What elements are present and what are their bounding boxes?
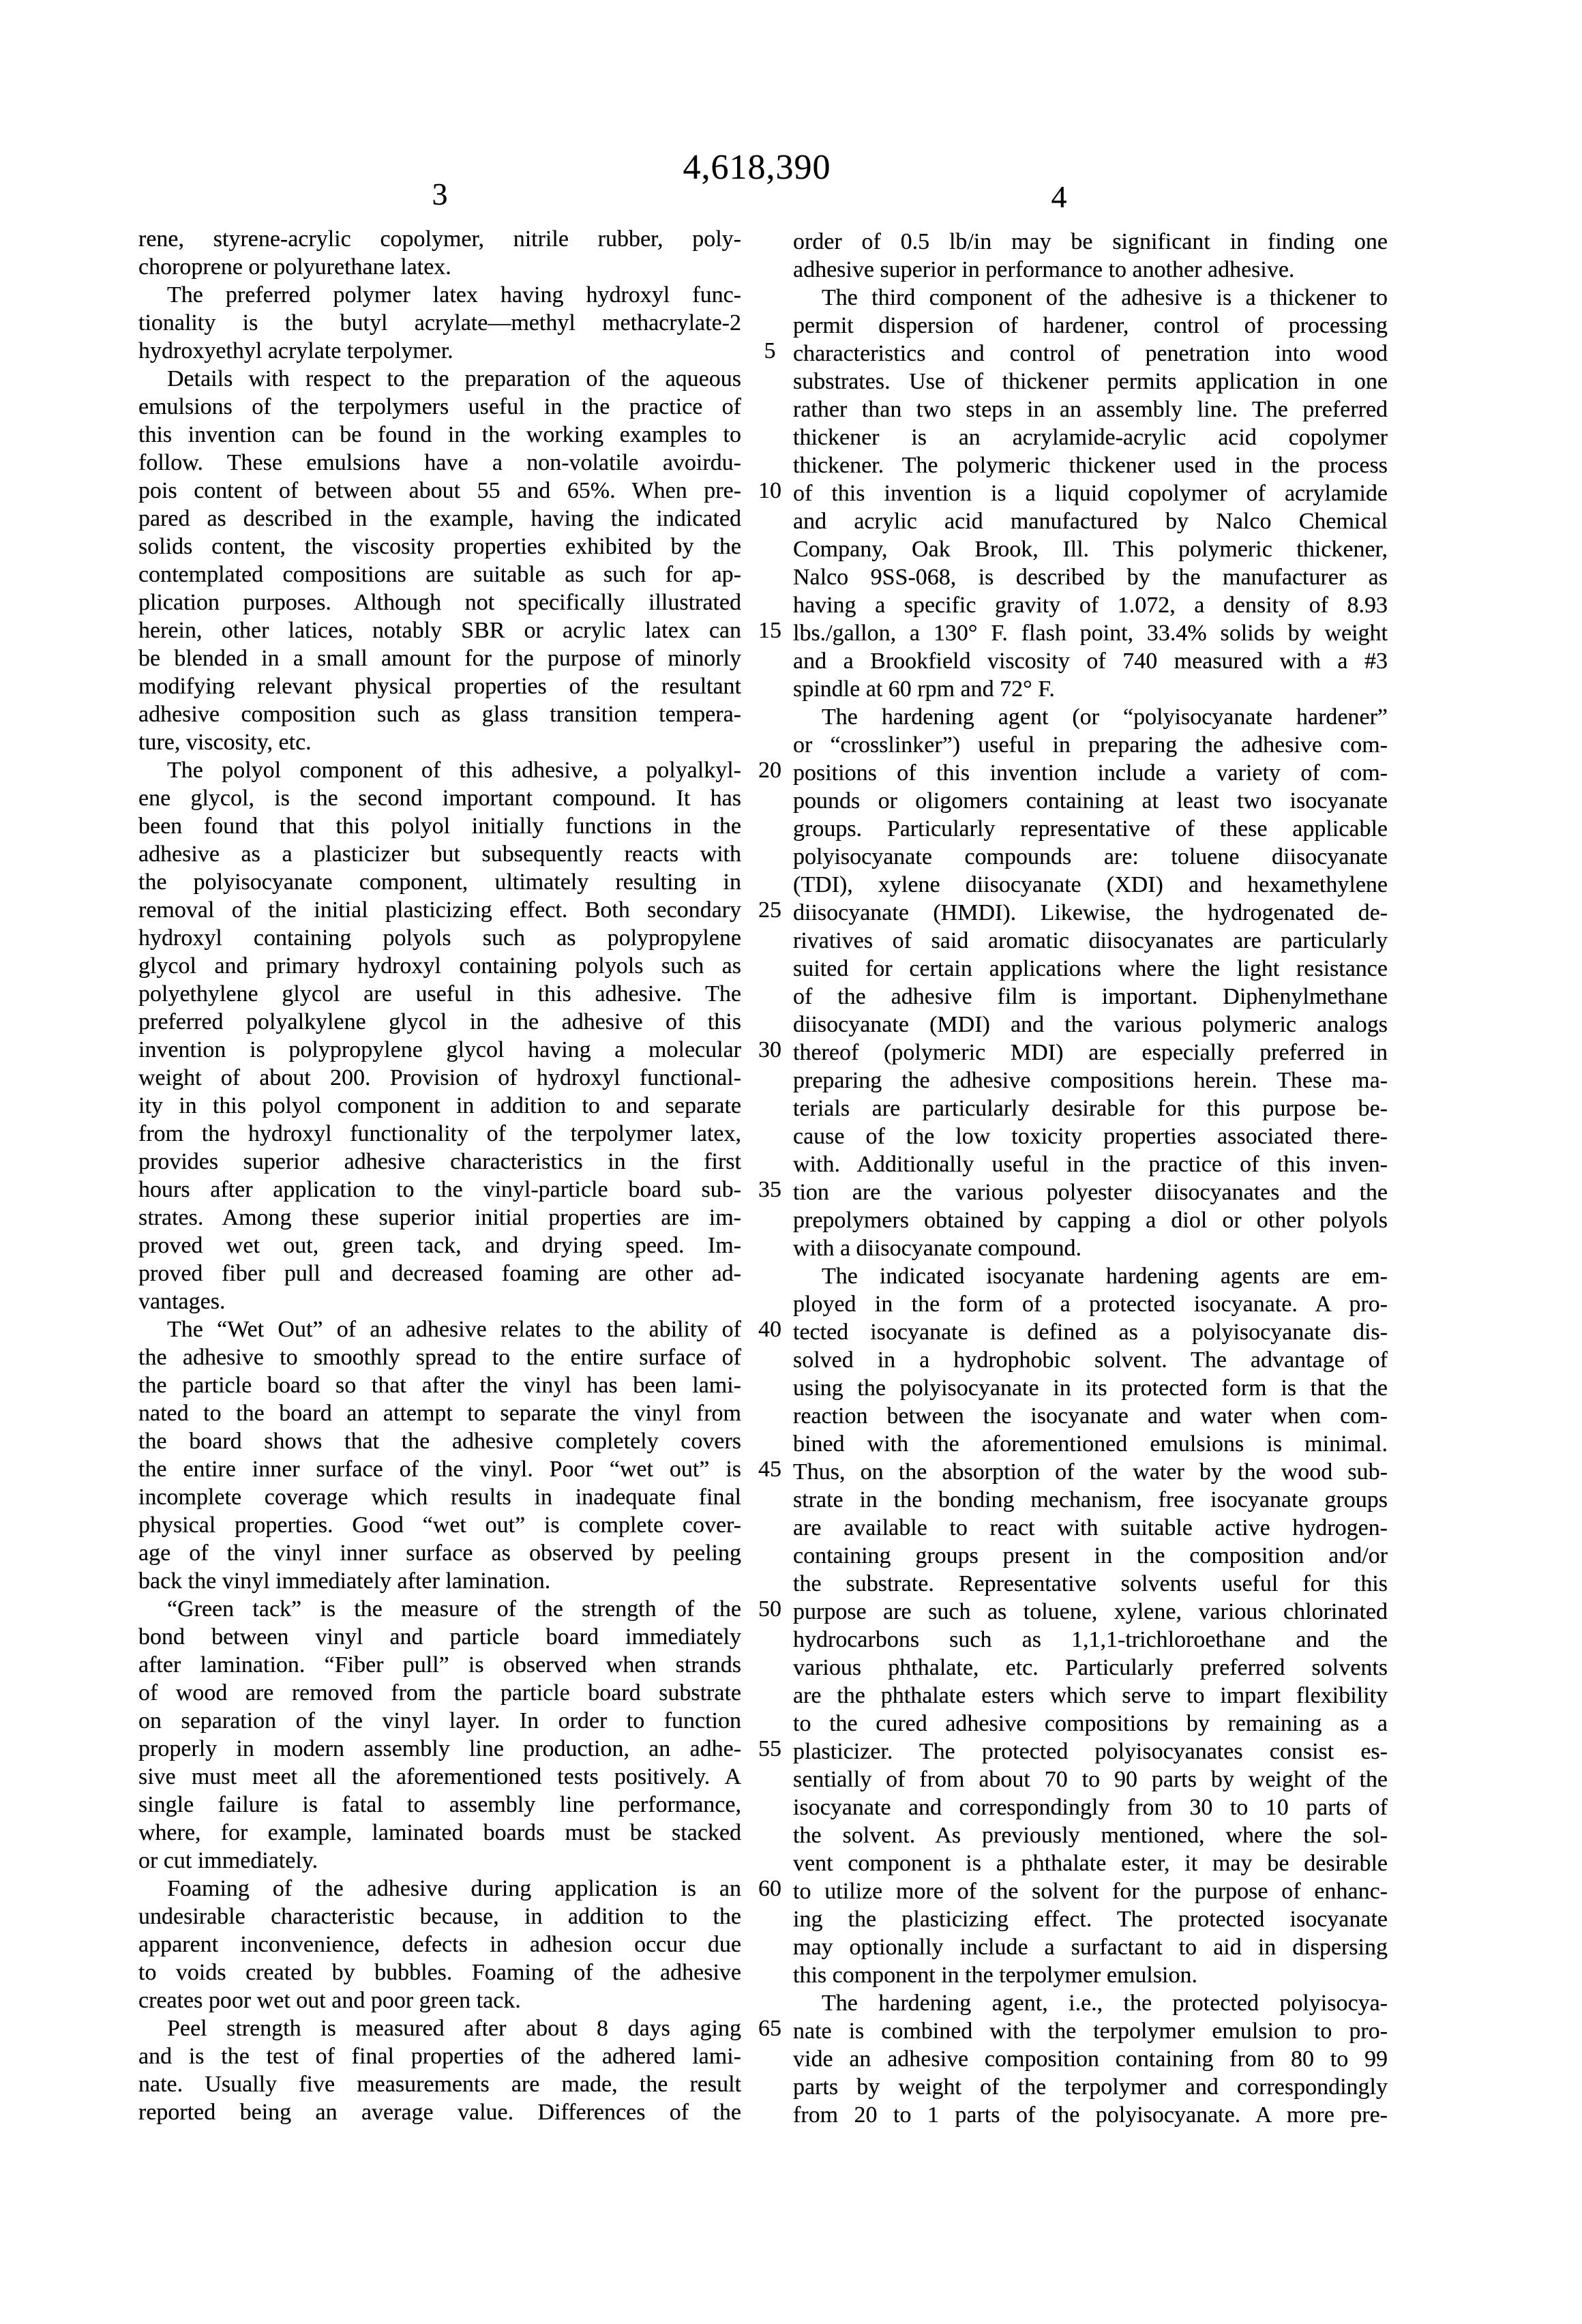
- text-line: weight of about 200. Provision of hydroxyl functional-: [138, 1065, 741, 1090]
- text-line: Company, Oak Brook, Ill. This polymeric thickener,: [793, 537, 1388, 562]
- line-number: 65: [758, 2016, 781, 2041]
- text-line: The “Wet Out” of an adhesive relates to the ability of: [167, 1317, 741, 1342]
- line-number: 20: [758, 758, 781, 783]
- text-line: after lamination. “Fiber pull” is observed when strands: [138, 1652, 741, 1678]
- text-line: proved wet out, green tack, and drying speed. Im-: [138, 1233, 741, 1258]
- text-line: on separation of the vinyl layer. In order to function: [138, 1708, 741, 1733]
- text-line: ity in this polyol component in addition to and separate: [138, 1093, 741, 1118]
- text-line: characteristics and control of penetration into wood: [793, 341, 1388, 366]
- text-line: The polyol component of this adhesive, a polyalkyl-: [167, 758, 741, 783]
- text-line: invention is polypropylene glycol having a molecular: [138, 1037, 741, 1062]
- text-line: nated to the board an attempt to separate the vinyl from: [138, 1401, 741, 1426]
- text-line: of wood are removed from the particle board substrate: [138, 1680, 741, 1705]
- text-line: reported being an average value. Differences of the: [138, 2100, 741, 2125]
- text-line: pois content of between about 55 and 65%. When pre-: [138, 478, 741, 503]
- text-line: glycol and primary hydroxyl containing polyols such as: [138, 953, 741, 979]
- text-line: pared as described in the example, having the indicated: [138, 506, 741, 531]
- text-line: preparing the adhesive compositions herein. These ma-: [793, 1068, 1388, 1093]
- text-line: choroprene or polyurethane latex.: [138, 254, 451, 280]
- text-line: from 20 to 1 parts of the polyisocyanate. A more pre-: [793, 2102, 1388, 2128]
- text-line: are the phthalate esters which serve to impart flexibility: [793, 1683, 1388, 1708]
- text-line: from the hydroxyl functionality of the terpolymer latex,: [138, 1121, 741, 1146]
- text-line: follow. These emulsions have a non-volatile avoirdu-: [138, 450, 741, 475]
- line-number: 25: [758, 897, 781, 923]
- text-line: pounds or oligomers containing at least two isocyanate: [793, 788, 1388, 814]
- line-number: 30: [758, 1037, 781, 1062]
- text-line: with a diisocyanate compound.: [793, 1236, 1082, 1261]
- text-line: The indicated isocyanate hardening agents are em-: [822, 1264, 1388, 1289]
- text-line: solids content, the viscosity properties exhibited by the: [138, 534, 741, 559]
- text-line: plication purposes. Although not specifically illustrated: [138, 590, 741, 615]
- text-line: the substrate. Representative solvents useful for this: [793, 1571, 1388, 1596]
- text-line: nate is combined with the terpolymer emulsion to pro-: [793, 2018, 1388, 2044]
- text-line: sentially of from about 70 to 90 parts by weight of the: [793, 1767, 1388, 1792]
- text-line: terials are particularly desirable for this purpose be-: [793, 1096, 1388, 1121]
- text-line: hydrocarbons such as 1,1,1-trichloroethane and the: [793, 1627, 1388, 1652]
- text-line: herein, other latices, notably SBR or acrylic latex can: [138, 618, 741, 643]
- text-line: prepolymers obtained by capping a diol or other polyols: [793, 1208, 1388, 1233]
- text-line: the solvent. As previously mentioned, where the sol-: [793, 1823, 1388, 1848]
- text-line: modifying relevant physical properties of the resultant: [138, 674, 741, 699]
- text-line: vantages.: [138, 1289, 226, 1314]
- line-number: 15: [758, 618, 781, 643]
- text-line: or “crosslinker”) useful in preparing the adhesive com-: [793, 732, 1388, 758]
- text-line: the particle board so that after the vinyl has been lami-: [138, 1373, 741, 1398]
- line-number-gutter: [746, 225, 794, 2134]
- text-line: the adhesive to smoothly spread to the entire surface of: [138, 1345, 741, 1370]
- line-number: 50: [758, 1596, 781, 1622]
- text-line: this invention can be found in the working examples to: [138, 422, 741, 447]
- text-line: “Green tack” is the measure of the strength of the: [167, 1596, 741, 1622]
- patent-number: 4,618,390: [683, 148, 831, 187]
- text-line: apparent inconvenience, defects in adhesion occur due: [138, 1932, 741, 1957]
- text-line: properly in modern assembly line production, an adhe-: [138, 1736, 741, 1761]
- text-line: Foaming of the adhesive during application is an: [167, 1876, 741, 1901]
- text-line: having a specific gravity of 1.072, a density of 8.93: [793, 593, 1388, 618]
- text-line: emulsions of the terpolymers useful in the practice of: [138, 394, 741, 419]
- line-number: 45: [758, 1457, 781, 1482]
- text-line: thickener. The polymeric thickener used in the process: [793, 453, 1388, 478]
- right-text-column: [793, 228, 1388, 2129]
- text-line: diisocyanate (HMDI). Likewise, the hydrogenated de-: [793, 900, 1388, 925]
- text-line: ture, viscosity, etc.: [138, 730, 312, 755]
- text-line: single failure is fatal to assembly line performance,: [138, 1792, 741, 1817]
- text-line: tion are the various polyester diisocyanates and the: [793, 1180, 1388, 1205]
- text-line: adhesive superior in performance to another adhesive.: [793, 257, 1295, 282]
- text-line: various phthalate, etc. Particularly preferred solvents: [793, 1655, 1388, 1680]
- text-line: hours after application to the vinyl-particle board sub-: [138, 1177, 741, 1202]
- text-line: Details with respect to the preparation of the aqueous: [167, 366, 741, 391]
- text-line: using the polyisocyanate in its protected form is that the: [793, 1375, 1388, 1401]
- text-line: permit dispersion of hardener, control of processing: [793, 313, 1388, 338]
- text-line: isocyanate and correspondingly from 30 to 10 parts of: [793, 1795, 1388, 1820]
- text-line: to utilize more of the solvent for the purpose of enhanc-: [793, 1879, 1388, 1904]
- text-line: be blended in a small amount for the purpose of minorly: [138, 646, 741, 671]
- text-line: The preferred polymer latex having hydroxyl func-: [167, 282, 741, 308]
- text-line: rene, styrene-acrylic copolymer, nitrile rubber, poly-: [138, 226, 741, 252]
- text-line: Nalco 9SS-068, is described by the manufacturer as: [793, 565, 1388, 590]
- text-line: rivatives of said aromatic diisocyanates are particularly: [793, 928, 1388, 953]
- text-line: bond between vinyl and particle board immediately: [138, 1624, 741, 1650]
- text-line: proved fiber pull and decreased foaming are other ad-: [138, 1261, 741, 1286]
- text-line: contemplated compositions are suitable as such for ap-: [138, 562, 741, 587]
- text-line: ing the plasticizing effect. The protected isocyanate: [793, 1907, 1388, 1932]
- line-number: 10: [758, 478, 781, 503]
- text-line: plasticizer. The protected polyisocyanates consist es-: [793, 1739, 1388, 1764]
- column-number-left: 3: [432, 177, 448, 211]
- text-line: polyisocyanate compounds are: toluene diisocyanate: [793, 844, 1388, 869]
- text-line: (TDI), xylene diisocyanate (XDI) and hexamethylene: [793, 872, 1388, 897]
- text-line: of this invention is a liquid copolymer of acrylamide: [793, 481, 1388, 506]
- text-line: strates. Among these superior initial properties are im-: [138, 1205, 741, 1230]
- text-line: bined with the aforementioned emulsions is minimal.: [793, 1431, 1388, 1457]
- text-line: The hardening agent (or “polyisocyanate hardener”: [822, 704, 1388, 730]
- text-line: nate. Usually five measurements are made, the result: [138, 2072, 741, 2097]
- text-line: to voids created by bubbles. Foaming of the adhesive: [138, 1960, 741, 1985]
- line-number: 5: [764, 338, 776, 363]
- text-line: The third component of the adhesive is a thickener to: [822, 285, 1388, 310]
- text-line: with. Additionally useful in the practice of this inven-: [793, 1152, 1388, 1177]
- text-line: the board shows that the adhesive completely covers: [138, 1429, 741, 1454]
- text-line: the polyisocyanate component, ultimately resulting in: [138, 869, 741, 895]
- text-line: ployed in the form of a protected isocyanate. A pro-: [793, 1292, 1388, 1317]
- text-line: sive must meet all the aforementioned tests positively. A: [138, 1764, 741, 1789]
- column-number-right: 4: [1051, 179, 1067, 214]
- text-line: containing groups present in the composition and/or: [793, 1543, 1388, 1568]
- text-line: The hardening agent, i.e., the protected polyisocya-: [822, 1991, 1388, 2016]
- text-line: hydroxyethyl acrylate terpolymer.: [138, 338, 453, 363]
- text-line: and a Brookfield viscosity of 740 measured with a #3: [793, 649, 1388, 674]
- text-line: of the adhesive film is important. Diphenylmethane: [793, 984, 1388, 1009]
- text-line: cause of the low toxicity properties associated there-: [793, 1124, 1388, 1149]
- text-line: preferred polyalkylene glycol in the adhesive of this: [138, 1009, 741, 1034]
- text-line: polyethylene glycol are useful in this adhesive. The: [138, 981, 741, 1007]
- text-line: rather than two steps in an assembly line. The preferred: [793, 397, 1388, 422]
- text-line: positions of this invention include a variety of com-: [793, 760, 1388, 786]
- text-line: and acrylic acid manufactured by Nalco Chemical: [793, 509, 1388, 534]
- text-line: age of the vinyl inner surface as observed by peeling: [138, 1540, 741, 1566]
- text-line: to the cured adhesive compositions by remaining as a: [793, 1711, 1388, 1736]
- text-line: reaction between the isocyanate and water when com-: [793, 1403, 1388, 1429]
- text-line: the entire inner surface of the vinyl. Poor “wet out” is: [138, 1457, 741, 1482]
- text-line: tected isocyanate is defined as a polyisocyanate dis-: [793, 1320, 1388, 1345]
- text-line: adhesive composition such as glass transition tempera-: [138, 702, 741, 727]
- left-text-column: [138, 225, 741, 2126]
- text-line: diisocyanate (MDI) and the various polymeric analogs: [793, 1012, 1388, 1037]
- text-line: been found that this polyol initially functions in the: [138, 814, 741, 839]
- text-line: where, for example, laminated boards must be stacked: [138, 1820, 741, 1845]
- text-line: Peel strength is measured after about 8 days aging: [167, 2016, 741, 2041]
- text-line: thickener is an acrylamide-acrylic acid copolymer: [793, 425, 1388, 450]
- text-line: may optionally include a surfactant to aid in dispersing: [793, 1935, 1388, 1960]
- line-number: 55: [758, 1736, 781, 1761]
- text-line: suited for certain applications where the light resistance: [793, 956, 1388, 981]
- text-line: substrates. Use of thickener permits application in one: [793, 369, 1388, 394]
- text-line: are available to react with suitable active hydrogen-: [793, 1515, 1388, 1540]
- text-line: undesirable characteristic because, in addition to the: [138, 1904, 741, 1929]
- text-line: removal of the initial plasticizing effect. Both secondary: [138, 897, 741, 923]
- text-line: incomplete coverage which results in inadequate final: [138, 1485, 741, 1510]
- text-line: this component in the terpolymer emulsion.: [793, 1963, 1198, 1988]
- text-line: vide an adhesive composition containing from 80 to 99: [793, 2046, 1388, 2072]
- line-number: 60: [758, 1876, 781, 1901]
- text-line: parts by weight of the terpolymer and correspondingly: [793, 2074, 1388, 2100]
- text-line: solved in a hydrophobic solvent. The advantage of: [793, 1347, 1388, 1373]
- text-line: adhesive as a plasticizer but subsequently reacts with: [138, 841, 741, 867]
- text-line: purpose are such as toluene, xylene, various chlorinated: [793, 1599, 1388, 1624]
- text-line: spindle at 60 rpm and 72° F.: [793, 676, 1055, 702]
- text-line: strate in the bonding mechanism, free isocyanate groups: [793, 1487, 1388, 1513]
- line-number: 35: [758, 1177, 781, 1202]
- text-line: or cut immediately.: [138, 1848, 318, 1873]
- text-line: lbs./gallon, a 130° F. flash point, 33.4% solids by weight: [793, 621, 1388, 646]
- text-line: hydroxyl containing polyols such as polypropylene: [138, 925, 741, 951]
- text-line: ene glycol, is the second important compound. It has: [138, 786, 741, 811]
- text-line: groups. Particularly representative of these applicable: [793, 816, 1388, 841]
- text-line: order of 0.5 lb/in may be significant in finding one: [793, 229, 1388, 254]
- line-number: 40: [758, 1317, 781, 1342]
- text-line: tionality is the butyl acrylate—methyl methacrylate-2: [138, 310, 741, 336]
- text-line: Thus, on the absorption of the water by the wood sub-: [793, 1459, 1388, 1485]
- text-line: physical properties. Good “wet out” is complete cover-: [138, 1513, 741, 1538]
- text-line: creates poor wet out and poor green tack.: [138, 1988, 521, 2013]
- text-line: and is the test of final properties of the adhered lami-: [138, 2044, 741, 2069]
- text-line: vent component is a phthalate ester, it may be desirable: [793, 1851, 1388, 1876]
- text-line: thereof (polymeric MDI) are especially preferred in: [793, 1040, 1388, 1065]
- text-line: back the vinyl immediately after lamination.: [138, 1568, 551, 1594]
- text-line: provides superior adhesive characteristics in the first: [138, 1149, 741, 1174]
